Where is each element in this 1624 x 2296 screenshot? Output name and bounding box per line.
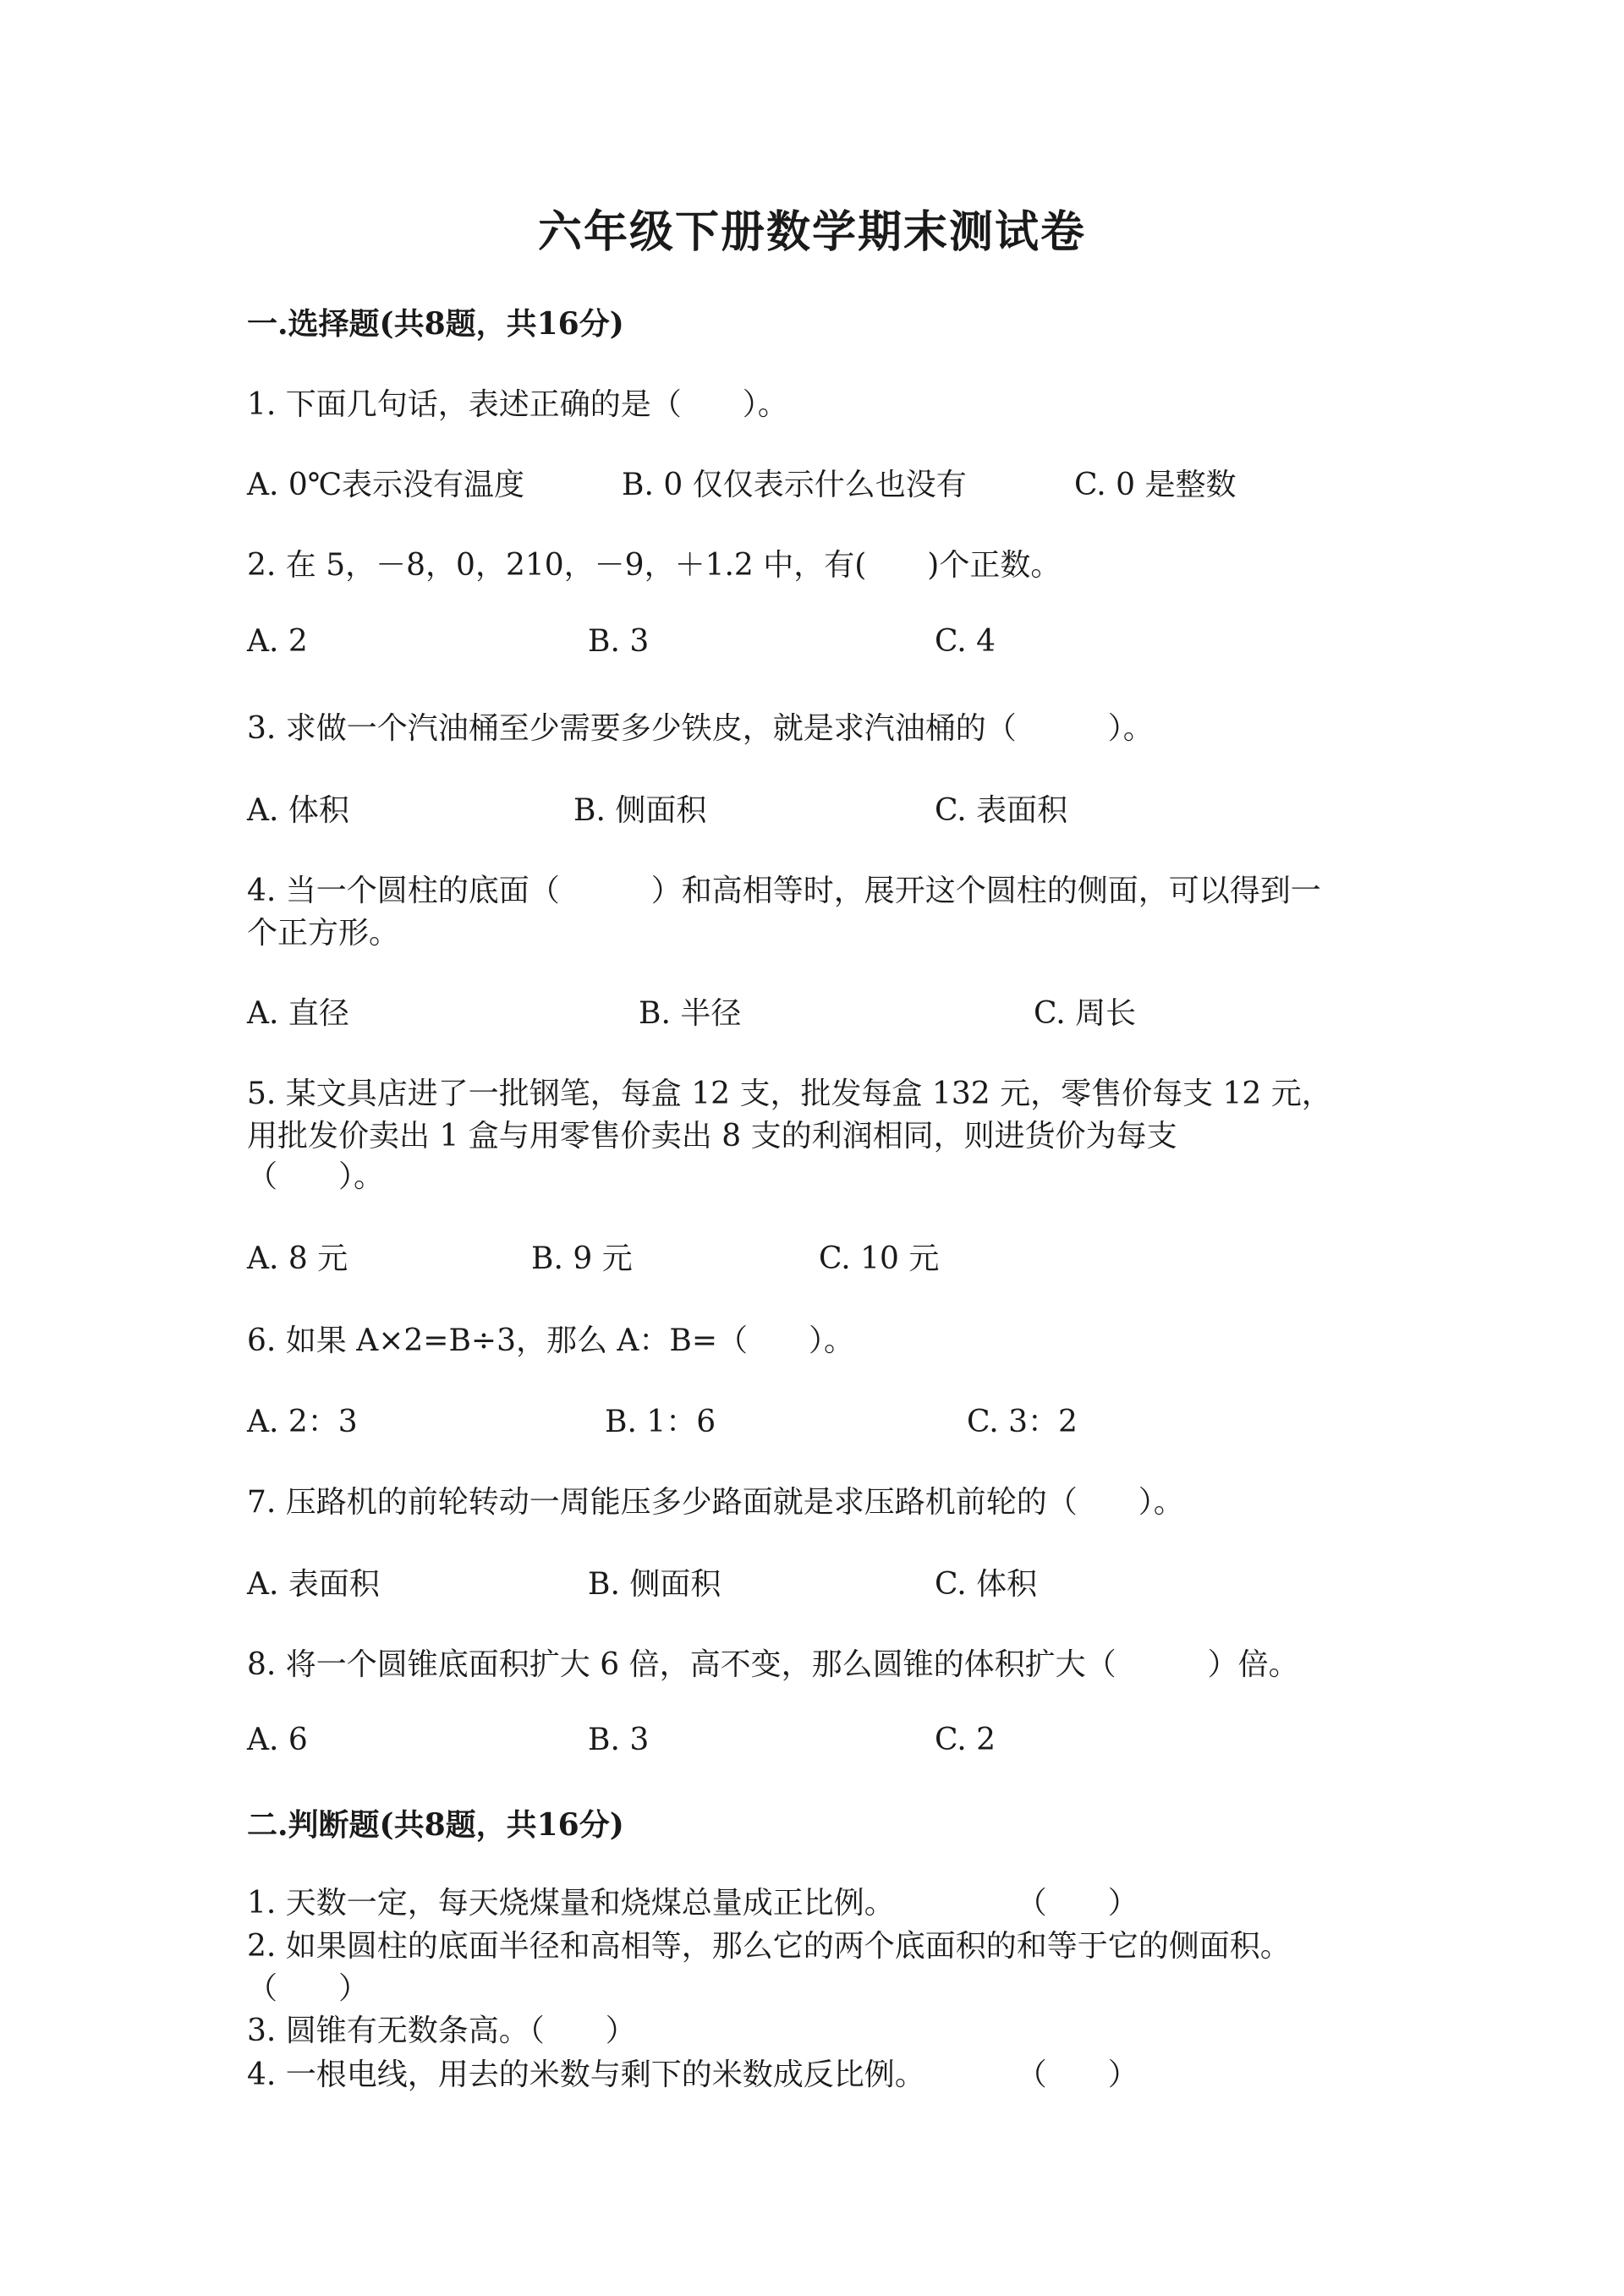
section-heading-judgement: 二.判断题(共8题，共16分) xyxy=(247,1807,624,1843)
judgement-1-text: 1. 天数一定，每天烧煤量和烧煤总量成正比例。 （ ） xyxy=(247,1886,1138,1921)
page-title: 六年级下册数学期末测试卷 xyxy=(537,206,1086,258)
question-7-option-a: A. 表面积 xyxy=(247,1567,380,1602)
question-1-option-a: A. 0℃表示没有温度 xyxy=(247,468,525,502)
question-4-text-line-1: 4. 当一个圆柱的底面（ ）和高相等时，展开这个圆柱的侧面，可以得到一 xyxy=(247,874,1321,908)
section-heading-choice: 一.选择题(共8题，共16分) xyxy=(247,306,624,342)
question-8-option-a: A. 6 xyxy=(247,1723,308,1757)
question-4-option-c: C. 周长 xyxy=(1034,996,1137,1031)
question-3-text: 3. 求做一个汽油桶至少需要多少铁皮，就是求汽油桶的（ ）。 xyxy=(247,711,1154,746)
question-5-option-b: B. 9 元 xyxy=(531,1241,633,1276)
question-5-option-a: A. 8 元 xyxy=(247,1241,348,1276)
judgement-2-parenthesis: （ ） xyxy=(247,1971,370,2006)
question-7-option-c: C. 体积 xyxy=(935,1567,1038,1602)
question-8-option-c: C. 2 xyxy=(935,1723,996,1757)
question-5-text-line-1: 5. 某文具店进了一批钢笔，每盒 12 支，批发每盒 132 元，零售价每支 12 元， xyxy=(247,1077,1332,1111)
question-3-option-a: A. 体积 xyxy=(247,793,349,828)
question-7-option-b: B. 侧面积 xyxy=(588,1567,721,1602)
question-2-option-c: C. 4 xyxy=(935,624,996,659)
question-6-option-c: C. 3：2 xyxy=(967,1405,1078,1439)
question-5-text-line-2: 用批发价卖出 1 盒与用零售价卖出 8 支的利润相同，则进货价为每支 xyxy=(247,1119,1177,1153)
question-5-text-line-3: （ ）。 xyxy=(247,1159,385,1194)
question-6-option-b: B. 1：6 xyxy=(605,1405,716,1439)
question-4-option-a: A. 直径 xyxy=(247,996,349,1031)
judgement-2-text: 2. 如果圆柱的底面半径和高相等，那么它的两个底面积的和等于它的侧面积。 xyxy=(247,1929,1291,1964)
judgement-3-text: 3. 圆锥有无数条高。（ ） xyxy=(247,2014,636,2048)
question-8-text: 8. 将一个圆锥底面积扩大 6 倍，高不变，那么圆锥的体积扩大（ ）倍。 xyxy=(247,1647,1299,1682)
question-4-option-b: B. 半径 xyxy=(639,996,742,1031)
question-1-text: 1. 下面几句话，表述正确的是（ ）。 xyxy=(247,387,788,422)
question-2-option-a: A. 2 xyxy=(247,624,308,659)
question-1-option-b: B. 0 仅仅表示什么也没有 xyxy=(622,468,967,502)
question-1-option-c: C. 0 是整数 xyxy=(1074,468,1237,502)
question-5-option-c: C. 10 元 xyxy=(819,1241,940,1276)
question-2-option-b: B. 3 xyxy=(588,624,650,659)
question-3-option-b: B. 侧面积 xyxy=(573,793,707,828)
question-3-option-c: C. 表面积 xyxy=(935,793,1068,828)
question-6-text: 6. 如果 A×2=B÷3，那么 A：B=（ ）。 xyxy=(247,1323,855,1358)
question-2-text: 2. 在 5，－8，0，210，－9，＋1.2 中，有( )个正数。 xyxy=(247,548,1062,583)
question-4-text-line-2: 个正方形。 xyxy=(247,916,400,951)
judgement-4-text: 4. 一根电线，用去的米数与剩下的米数成反比例。 （ ） xyxy=(247,2058,1138,2092)
question-7-text: 7. 压路机的前轮转动一周能压多少路面就是求压路机前轮的（ ）。 xyxy=(247,1485,1184,1520)
question-8-option-b: B. 3 xyxy=(588,1723,650,1757)
question-6-option-a: A. 2：3 xyxy=(247,1405,358,1439)
